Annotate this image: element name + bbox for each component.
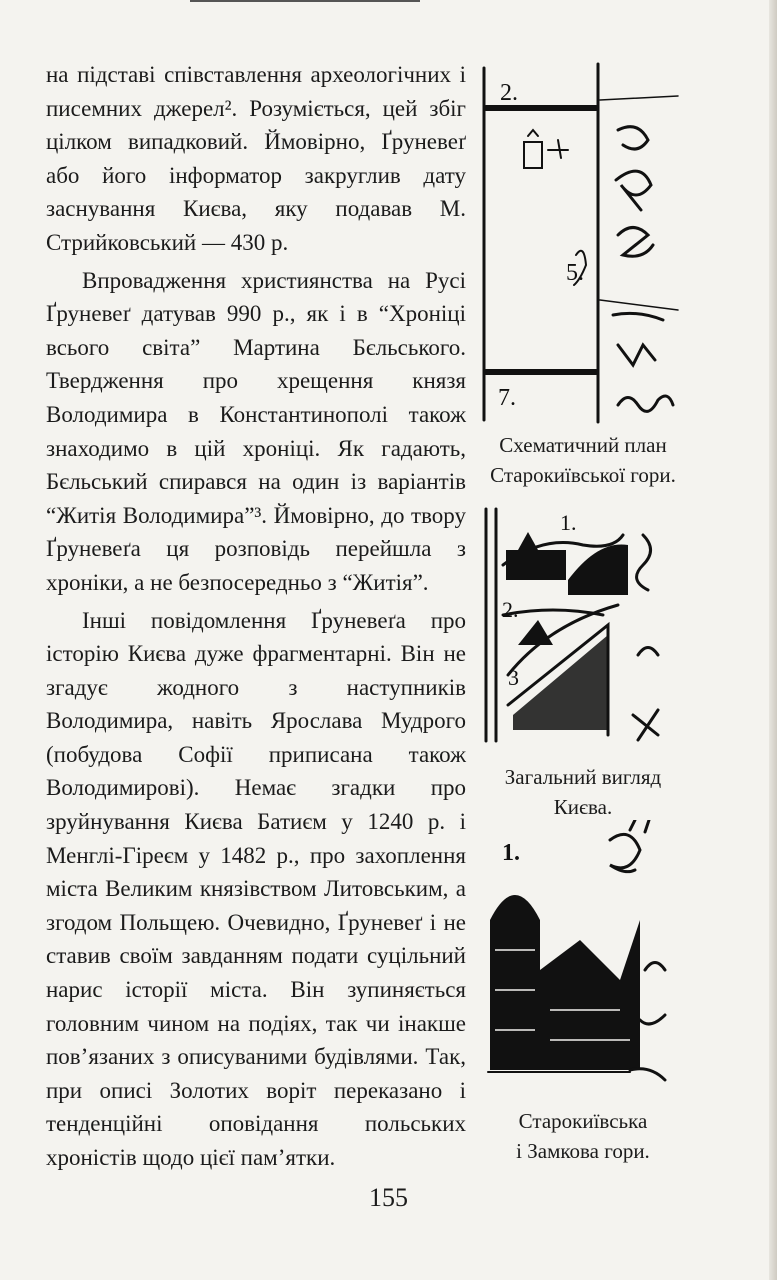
hills-label-1: 1. (502, 840, 520, 866)
page-edge (769, 0, 777, 1280)
plan-label-7: 7. (498, 385, 516, 411)
view-label-1: 1. (560, 510, 577, 535)
top-rule (190, 0, 420, 2)
page-number: 155 (369, 1183, 408, 1212)
main-text-column (46, 58, 466, 1175)
figure-schematic-plan (478, 60, 688, 430)
caption-general-view: Загальний вигляд Києва. (504, 765, 662, 819)
paragraph-1: на підставі співставлення археологічних і писемних джерел². Розуміється, цей збіг цілком випадковий. Ймовірно, Ґруневеґ або його інформатор закруглив дату заснування Києва, яку подавав М. Стрийковський — 430 р. (46, 62, 466, 255)
figure-general-view (478, 505, 678, 745)
caption-schematic-plan: Схематичний план Старокиївської гори. (490, 433, 676, 487)
plan-label-5: 5. (566, 260, 584, 286)
view-label-2: 2. (502, 597, 519, 622)
plan-label-2: 2. (500, 80, 518, 106)
paragraph-2: Впровадження християнства на Русі Ґруневеґ датував 990 р., як і в “Хроніці всього світа” Мартина Бєльського. Твердження про хрещення князя Володимира в Константинополі також знаходимо в цій хроніці. Як гадають, Бєльський спирався на один із варіантів “Житія Володимира”³. Ймовірно, до твору Ґруневеґа ця розповідь перейшла з хроніки, а не безпосередньо з “Житія”. (46, 267, 466, 595)
figure-hills (480, 820, 680, 1090)
view-label-3: 3 (508, 665, 519, 690)
caption-hills: Старокиївська і Замкова гори. (516, 1109, 650, 1163)
paragraph-3: Інші повідомлення Ґруневеґа про історію Києва дуже фрагментарні. Він не згадує жодного з наступників Володимира, навіть Ярослава Мудрого (побудова Софії приписана також Володимирові). Немає згадки про зруйнування Києва Батиєм у 1240 р. і Менглі-Гіреєм у 1482 р., про захоплення міста Великим князівством Литовським, а згодом Польщею. Очевидно, Ґруневеґ і не ставив своїм завданням подати суцільний нарис історії міста. Він зупиняється головним чином на подіях, так чи інакше пов’язаних з описуваними будівлями. Так, при описі Золотих воріт переказано і тенденційні оповідання польських хроністів щодо цієї пам’ятки. (46, 607, 466, 1170)
